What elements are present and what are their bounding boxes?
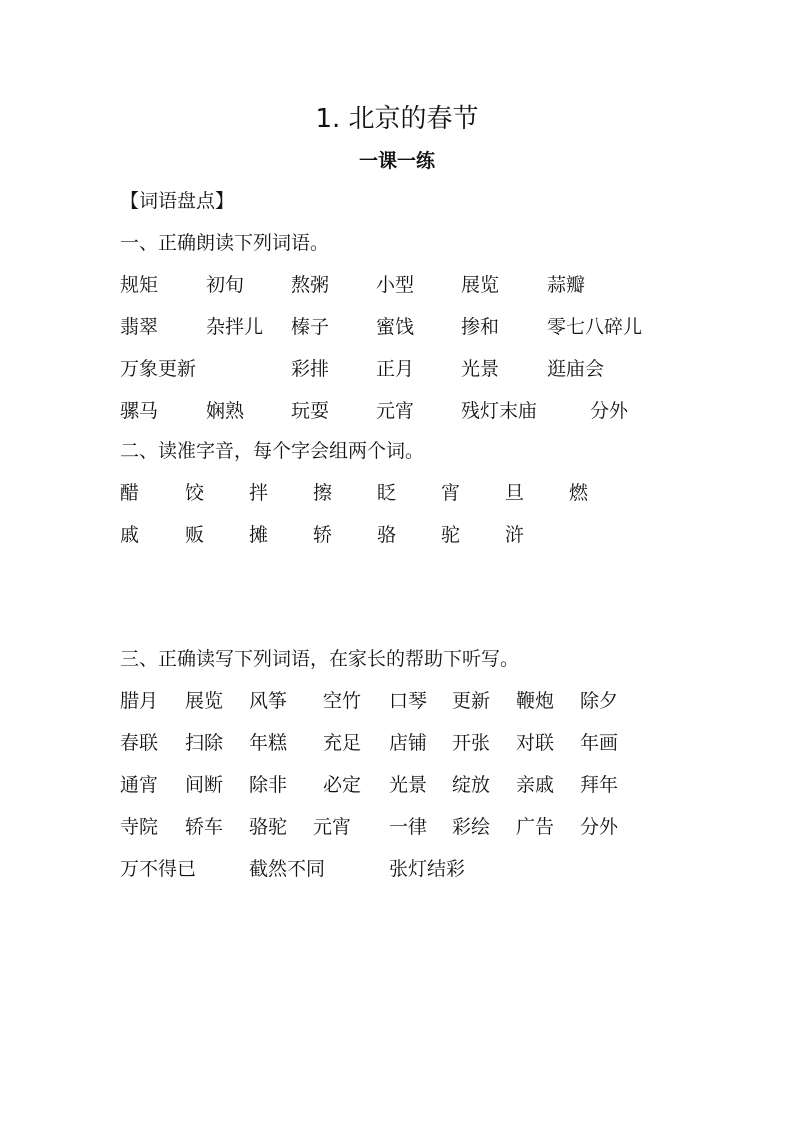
- word-item: 光景: [461, 358, 500, 380]
- part3-row: [0, 814, 794, 840]
- word-item: 蜜饯: [376, 316, 415, 338]
- page-title: 1. 北京的春节: [315, 104, 479, 134]
- word-item: 分外: [590, 400, 629, 422]
- word-item: 规矩: [120, 274, 159, 296]
- word-item: 开张: [452, 732, 491, 754]
- word-item: 绽放: [452, 774, 491, 796]
- word-item: 轿车: [185, 816, 224, 838]
- word-item: 空竹: [323, 690, 362, 712]
- part2-heading: 二、读准字音，每个字会组两个词。: [120, 440, 425, 462]
- word-item: 万象更新: [120, 358, 197, 380]
- word-item: 口琴: [389, 690, 428, 712]
- word-item: 广告: [516, 816, 555, 838]
- word-item: 戚: [120, 524, 140, 546]
- word-item: 元宵: [313, 816, 352, 838]
- word-item: 轿: [313, 524, 333, 546]
- word-item: 彩绘: [452, 816, 491, 838]
- section-heading: 【词语盘点】: [120, 190, 235, 212]
- part3-row: [0, 730, 794, 756]
- word-item: 亲戚: [516, 774, 555, 796]
- word-item: 宵: [441, 482, 461, 504]
- part3-row: [0, 688, 794, 714]
- word-item: 拜年: [580, 774, 619, 796]
- word-item: 万不得已: [120, 858, 197, 880]
- word-item: 腊月: [120, 690, 159, 712]
- word-item: 彩排: [291, 358, 330, 380]
- word-item: 正月: [376, 358, 415, 380]
- word-item: 年糕: [249, 732, 288, 754]
- word-item: 杂拌儿: [206, 316, 264, 338]
- word-item: 除夕: [580, 690, 619, 712]
- part3-row: [0, 856, 794, 882]
- word-item: 骡马: [120, 400, 159, 422]
- word-item: 寺院: [120, 816, 159, 838]
- word-item: 眨: [377, 482, 397, 504]
- word-item: 间断: [185, 774, 224, 796]
- word-item: 店铺: [389, 732, 428, 754]
- word-item: 拌: [249, 482, 269, 504]
- word-item: 元宵: [376, 400, 415, 422]
- part1-row: [0, 398, 794, 424]
- word-item: 张灯结彩: [389, 858, 466, 880]
- word-item: 零七八碎儿: [547, 316, 643, 338]
- word-item: 榛子: [291, 316, 330, 338]
- word-item: 娴熟: [206, 400, 245, 422]
- word-item: 展览: [185, 690, 224, 712]
- word-item: 浒: [505, 524, 525, 546]
- word-item: 通宵: [120, 774, 159, 796]
- word-item: 春联: [120, 732, 159, 754]
- word-item: 贩: [185, 524, 205, 546]
- word-item: 逛庙会: [547, 358, 605, 380]
- word-item: 骆驼: [249, 816, 288, 838]
- word-item: 蒜瓣: [547, 274, 586, 296]
- word-item: 除非: [249, 774, 288, 796]
- word-item: 旦: [505, 482, 525, 504]
- part3-heading: 三、正确读写下列词语，在家长的帮助下听写。: [120, 648, 520, 670]
- part1-heading: 一、正确朗读下列词语。: [120, 232, 330, 254]
- word-item: 骆: [377, 524, 397, 546]
- word-item: 掺和: [461, 316, 500, 338]
- part1-row: [0, 272, 794, 298]
- word-item: 玩耍: [291, 400, 330, 422]
- word-item: 残灯末庙: [461, 400, 538, 422]
- word-item: 醋: [120, 482, 140, 504]
- word-item: 充足: [323, 732, 362, 754]
- part1-row: [0, 314, 794, 340]
- word-item: 鞭炮: [516, 690, 555, 712]
- word-item: 初旬: [206, 274, 245, 296]
- word-item: 小型: [376, 274, 415, 296]
- word-item: 擦: [313, 482, 333, 504]
- word-item: 分外: [580, 816, 619, 838]
- word-item: 必定: [323, 774, 362, 796]
- word-item: 对联: [516, 732, 555, 754]
- word-item: 翡翠: [120, 316, 159, 338]
- word-item: 燃: [569, 482, 589, 504]
- part1-row: [0, 356, 794, 382]
- part2-row: [0, 522, 794, 548]
- word-item: 熬粥: [291, 274, 330, 296]
- part3-row: [0, 772, 794, 798]
- word-item: 展览: [461, 274, 500, 296]
- word-item: 风筝: [249, 690, 288, 712]
- word-item: 光景: [389, 774, 428, 796]
- word-item: 扫除: [185, 732, 224, 754]
- word-item: 驼: [441, 524, 461, 546]
- word-item: 截然不同: [249, 858, 326, 880]
- page-subtitle: 一课一练: [358, 150, 435, 172]
- word-item: 年画: [580, 732, 619, 754]
- part2-row: [0, 480, 794, 506]
- word-item: 一律: [389, 816, 428, 838]
- word-item: 饺: [185, 482, 205, 504]
- word-item: 摊: [249, 524, 269, 546]
- word-item: 更新: [452, 690, 491, 712]
